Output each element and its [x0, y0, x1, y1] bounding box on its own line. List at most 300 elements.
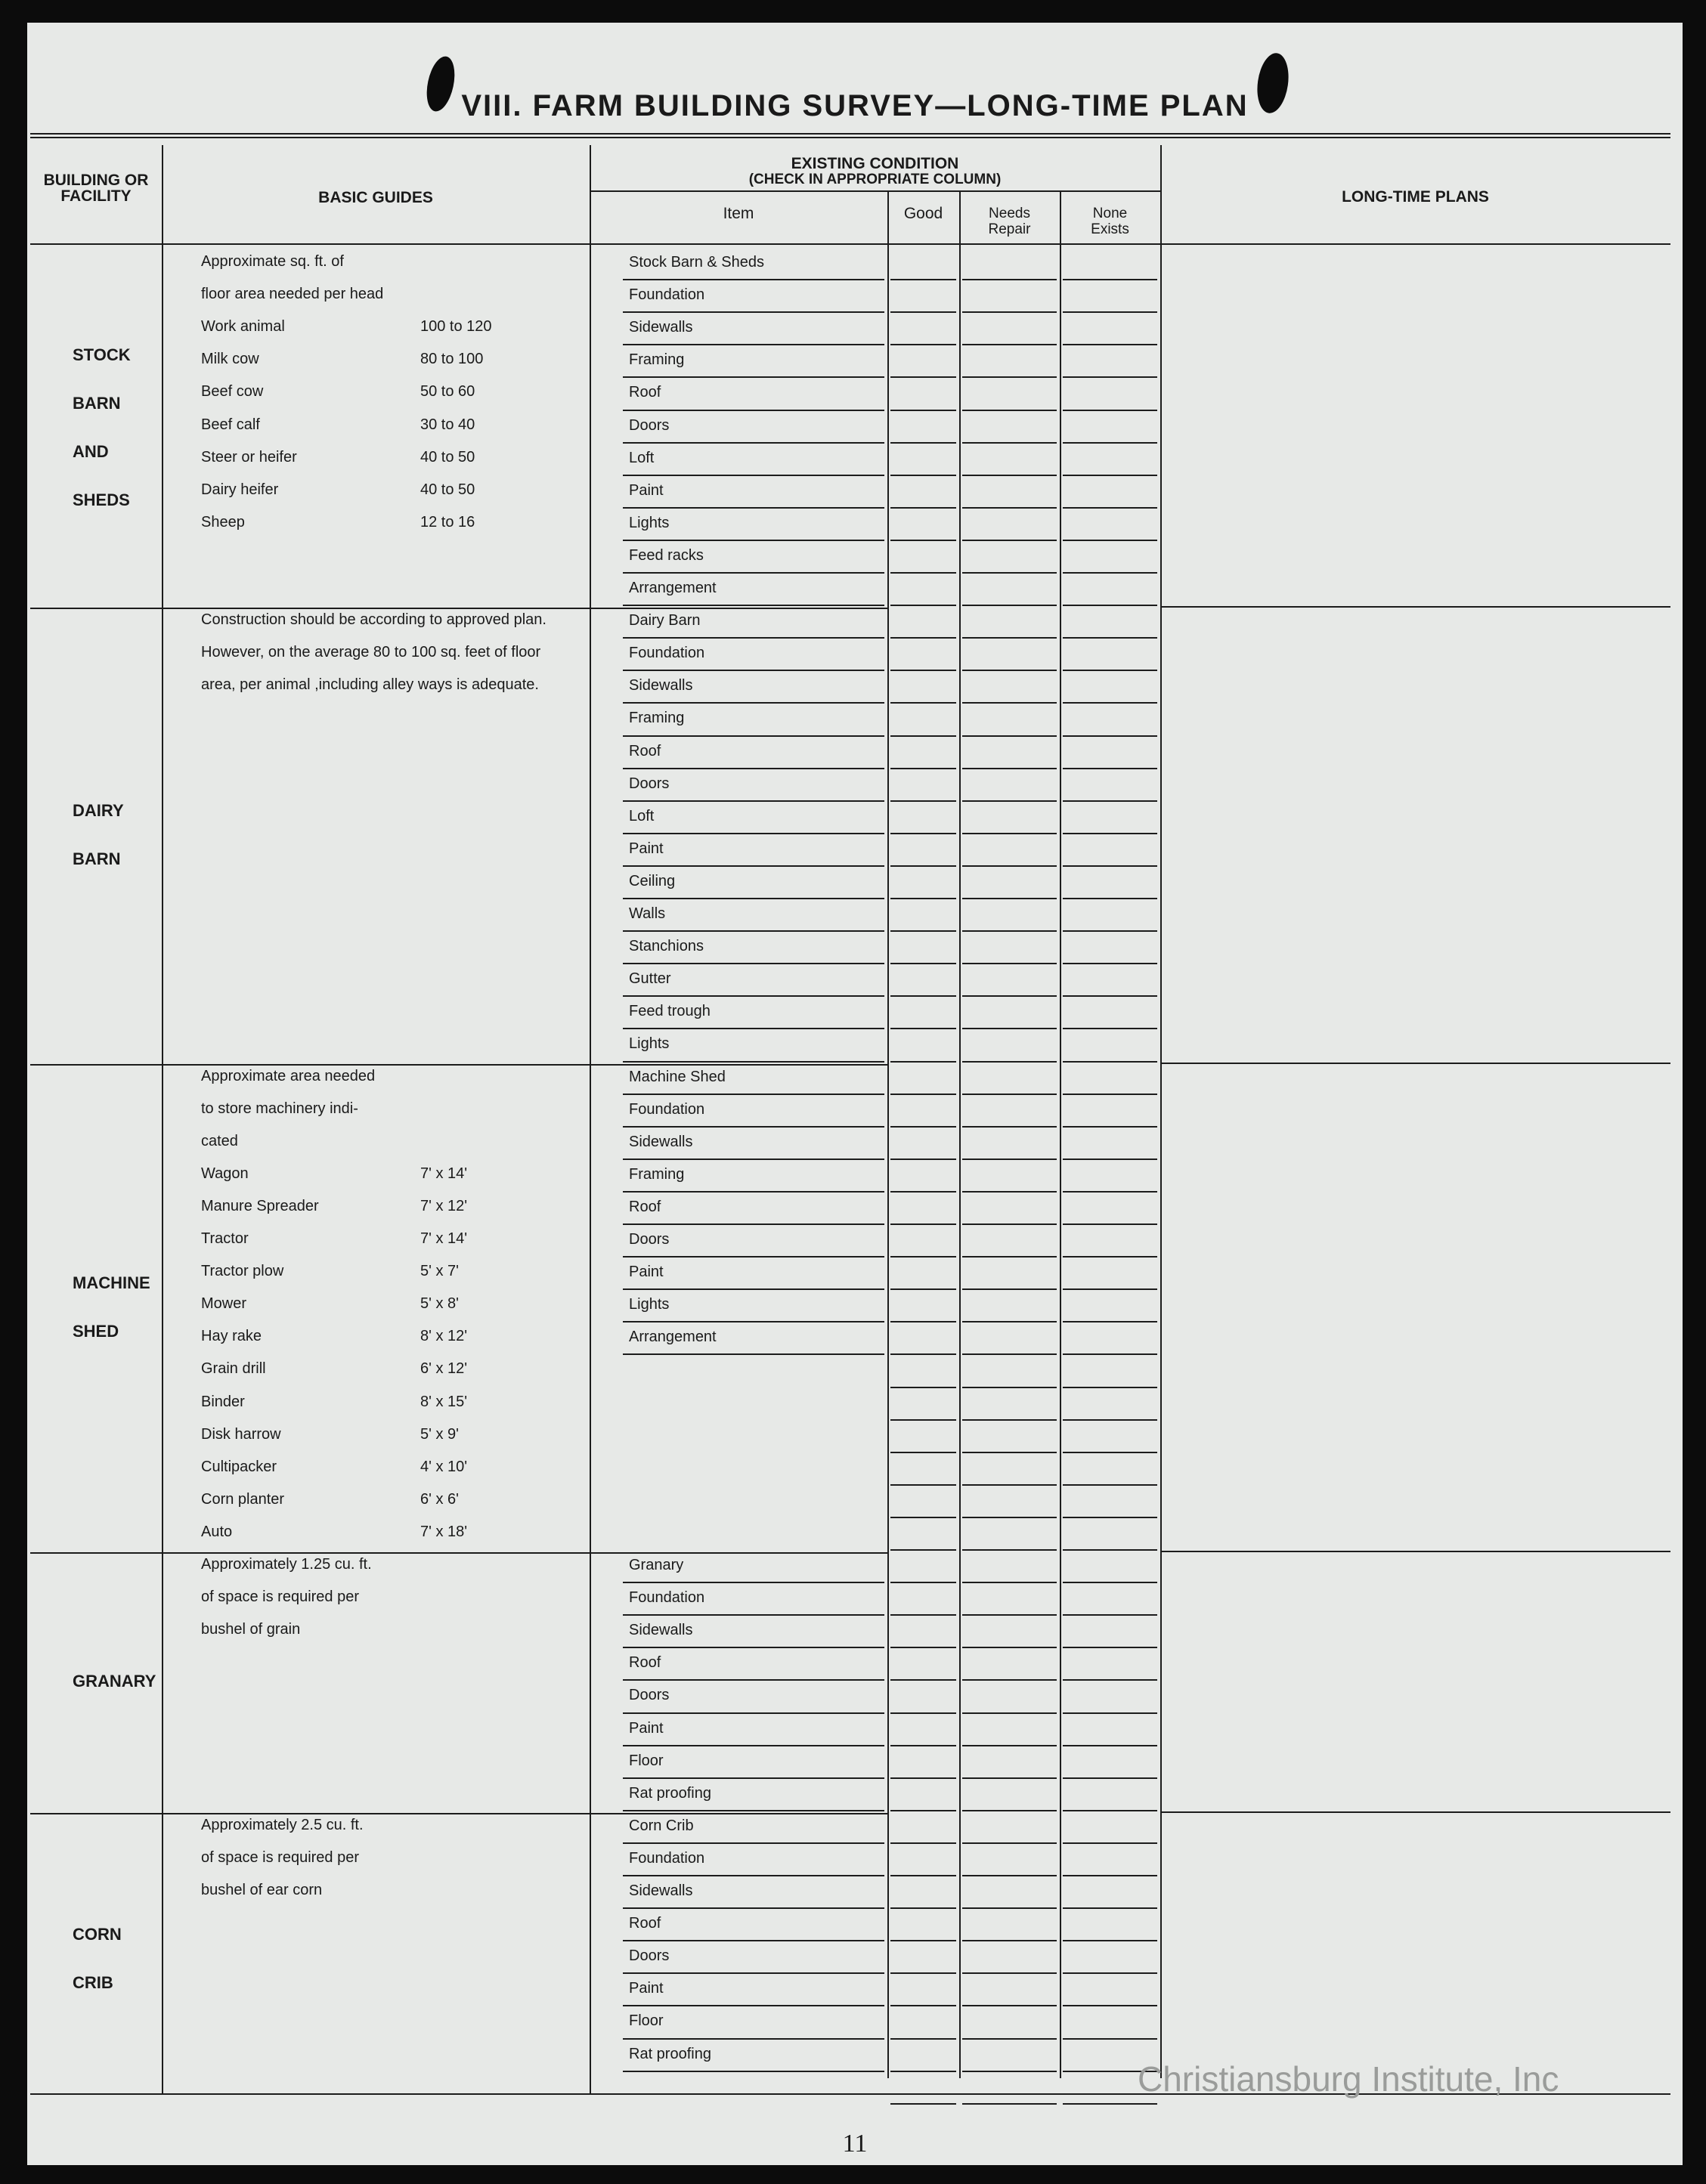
check-cell-none-exists[interactable] — [1063, 1811, 1157, 1844]
item-label: Paint — [629, 1980, 664, 1997]
column-line — [959, 190, 961, 2078]
check-cell-good[interactable] — [890, 1128, 956, 1160]
check-cell-none-exists[interactable] — [1063, 867, 1157, 899]
check-cell-none-exists[interactable] — [1063, 639, 1157, 671]
guide-value: 40 to 50 — [420, 481, 475, 498]
check-cell-needs-repair[interactable] — [962, 1225, 1057, 1258]
item-label: Loft — [629, 449, 655, 466]
guide-text: Approximately 1.25 cu. ft. — [201, 1556, 372, 1573]
check-cell-good[interactable] — [890, 1355, 956, 1387]
check-cell-needs-repair[interactable] — [962, 345, 1057, 378]
item-underline — [623, 1223, 884, 1225]
item-label: Foundation — [629, 645, 705, 662]
guide-text: Grain drill — [201, 1360, 266, 1378]
check-cell-good[interactable] — [890, 671, 956, 704]
item-underline — [623, 1191, 884, 1193]
check-cell-good[interactable] — [890, 1811, 956, 1844]
item-underline — [623, 442, 884, 444]
section-divider-plans — [1160, 1551, 1670, 1552]
item-underline — [623, 865, 884, 867]
check-cell-good[interactable] — [890, 1063, 956, 1095]
check-cell-none-exists[interactable] — [1063, 1160, 1157, 1193]
check-cell-good[interactable] — [890, 2006, 956, 2039]
check-cell-needs-repair[interactable] — [962, 1063, 1057, 1095]
long-time-plans-area[interactable] — [1165, 606, 1666, 1057]
check-cell-needs-repair[interactable] — [962, 867, 1057, 899]
check-cell-needs-repair[interactable] — [962, 1095, 1057, 1128]
check-cell-good[interactable] — [890, 867, 956, 899]
check-cell-good[interactable] — [890, 802, 956, 834]
check-cell-none-exists[interactable] — [1063, 1453, 1157, 1486]
check-cell-none-exists[interactable] — [1063, 1029, 1157, 1062]
column-line — [887, 190, 889, 2078]
guide-text: Approximately 2.5 cu. ft. — [201, 1816, 364, 1833]
guide-text: Construction should be according to approved plan. — [201, 611, 546, 629]
item-underline — [623, 1582, 884, 1583]
item-label: Stanchions — [629, 938, 704, 955]
item-label: Roof — [629, 742, 661, 759]
item-label: Rat proofing — [629, 1784, 711, 1802]
item-label: Arrangement — [629, 1329, 717, 1346]
guide-text: Dairy heifer — [201, 481, 279, 498]
item-label: Paint — [629, 481, 664, 499]
check-cell-none-exists[interactable] — [1063, 1844, 1157, 1876]
check-cell-good[interactable] — [890, 1453, 956, 1486]
check-cell-none-exists[interactable] — [1063, 1225, 1157, 1258]
item-label: Lights — [629, 1296, 670, 1313]
check-cell-good[interactable] — [890, 1551, 956, 1583]
long-time-plans-area[interactable] — [1165, 1811, 1666, 2100]
check-cell-none-exists[interactable] — [1063, 1486, 1157, 1518]
check-cell-needs-repair[interactable] — [962, 574, 1057, 606]
check-cell-good[interactable] — [890, 1844, 956, 1876]
check-cell-none-exists[interactable] — [1063, 1421, 1157, 1453]
guide-text: bushel of ear corn — [201, 1882, 323, 1898]
check-cell-needs-repair[interactable] — [962, 639, 1057, 671]
check-cell-none-exists[interactable] — [1063, 1063, 1157, 1095]
check-cell-none-exists[interactable] — [1063, 834, 1157, 867]
check-cell-needs-repair[interactable] — [962, 1876, 1057, 1909]
item-underline — [623, 1647, 884, 1648]
check-cell-good[interactable] — [890, 1421, 956, 1453]
guide-text: bushel of grain — [201, 1621, 301, 1638]
item-label: Feed trough — [629, 1003, 711, 1020]
item-underline — [623, 1288, 884, 1290]
check-cell-needs-repair[interactable] — [962, 1355, 1057, 1387]
guide-text: area, per animal ,including alley ways is adequate. — [201, 676, 539, 694]
check-cell-needs-repair[interactable] — [962, 2072, 1057, 2105]
guide-value: 7' x 14' — [420, 1165, 468, 1182]
check-cell-good[interactable] — [890, 248, 956, 280]
check-cell-needs-repair[interactable] — [962, 411, 1057, 444]
item-label: Floor — [629, 1752, 664, 1769]
item-underline — [623, 1810, 884, 1811]
item-underline — [623, 1061, 884, 1063]
long-time-plans-area[interactable] — [1165, 248, 1666, 602]
guide-text: Disk harrow — [201, 1425, 281, 1443]
check-cell-none-exists[interactable] — [1063, 932, 1157, 964]
item-underline — [623, 1159, 884, 1160]
check-cell-none-exists[interactable] — [1063, 802, 1157, 834]
check-cell-none-exists[interactable] — [1063, 574, 1157, 606]
check-cell-needs-repair[interactable] — [962, 1714, 1057, 1746]
check-cell-needs-repair[interactable] — [962, 2040, 1057, 2072]
check-cell-none-exists[interactable] — [1063, 1681, 1157, 1713]
check-cell-needs-repair[interactable] — [962, 1193, 1057, 1225]
check-cell-needs-repair[interactable] — [962, 1681, 1057, 1713]
check-cell-needs-repair[interactable] — [962, 1616, 1057, 1648]
check-cell-none-exists[interactable] — [1063, 1518, 1157, 1551]
check-cell-good[interactable] — [890, 2072, 956, 2105]
check-cell-good[interactable] — [890, 1290, 956, 1322]
check-cell-needs-repair[interactable] — [962, 378, 1057, 410]
item-label: Sidewalls — [629, 1133, 693, 1150]
item-underline — [623, 833, 884, 834]
check-cell-none-exists[interactable] — [1063, 280, 1157, 313]
check-cell-needs-repair[interactable] — [962, 1290, 1057, 1322]
check-cell-none-exists[interactable] — [1063, 1355, 1157, 1387]
item-underline — [623, 898, 884, 899]
check-cell-none-exists[interactable] — [1063, 1583, 1157, 1616]
guide-value: 30 to 40 — [420, 416, 475, 433]
check-cell-none-exists[interactable] — [1063, 737, 1157, 769]
item-label: Rat proofing — [629, 2045, 711, 2062]
document-page — [27, 23, 1683, 2165]
check-cell-needs-repair[interactable] — [962, 1518, 1057, 1551]
check-cell-needs-repair[interactable] — [962, 606, 1057, 639]
guide-text: However, on the average 80 to 100 sq. feet of floor — [201, 644, 541, 661]
category-label: BARN — [73, 394, 121, 413]
category-label: GRANARY — [73, 1672, 156, 1691]
check-cell-good[interactable] — [890, 444, 956, 476]
check-cell-good[interactable] — [890, 411, 956, 444]
item-label: Roof — [629, 384, 661, 401]
check-cell-good[interactable] — [890, 1583, 956, 1616]
check-cell-needs-repair[interactable] — [962, 1160, 1057, 1193]
check-cell-good[interactable] — [890, 1876, 956, 1909]
check-cell-needs-repair[interactable] — [962, 2006, 1057, 2039]
item-label: Sidewalls — [629, 1622, 693, 1639]
item-underline — [623, 1940, 884, 1941]
check-cell-good[interactable] — [890, 1714, 956, 1746]
check-cell-good[interactable] — [890, 606, 956, 639]
check-cell-needs-repair[interactable] — [962, 802, 1057, 834]
check-cell-none-exists[interactable] — [1063, 1258, 1157, 1290]
check-cell-none-exists[interactable] — [1063, 509, 1157, 541]
check-cell-good[interactable] — [890, 1258, 956, 1290]
item-underline — [623, 637, 884, 639]
header-bottom-rule — [30, 243, 1670, 245]
item-label: Lights — [629, 514, 670, 531]
check-cell-good[interactable] — [890, 1941, 956, 1974]
check-cell-good[interactable] — [890, 1160, 956, 1193]
check-cell-needs-repair[interactable] — [962, 1029, 1057, 1062]
check-cell-needs-repair[interactable] — [962, 1648, 1057, 1681]
item-underline — [623, 376, 884, 378]
check-cell-needs-repair[interactable] — [962, 1388, 1057, 1421]
check-cell-none-exists[interactable] — [1063, 1779, 1157, 1811]
category-label: SHEDS — [73, 490, 130, 510]
check-cell-needs-repair[interactable] — [962, 1811, 1057, 1844]
item-label: Doors — [629, 775, 670, 792]
check-cell-good[interactable] — [890, 932, 956, 964]
check-cell-none-exists[interactable] — [1063, 1746, 1157, 1779]
item-label: Paint — [629, 1719, 664, 1737]
guide-text: Approximate sq. ft. of — [201, 253, 344, 270]
check-cell-needs-repair[interactable] — [962, 444, 1057, 476]
check-cell-none-exists[interactable] — [1063, 345, 1157, 378]
item-underline — [623, 1353, 884, 1355]
check-cell-needs-repair[interactable] — [962, 932, 1057, 964]
guide-text: of space is required per — [201, 1848, 360, 1866]
category-label: STOCK — [73, 345, 131, 365]
item-underline — [623, 1875, 884, 1876]
item-underline — [623, 1028, 884, 1029]
item-label: Loft — [629, 807, 655, 824]
category-label: CORN — [73, 1924, 122, 1944]
check-cell-good[interactable] — [890, 1974, 956, 2006]
check-cell-needs-repair[interactable] — [962, 671, 1057, 704]
guide-text: Binder — [201, 1393, 245, 1410]
long-time-plans-area[interactable] — [1165, 1551, 1666, 1807]
item-underline — [623, 605, 884, 606]
column-line — [1060, 190, 1061, 2078]
check-cell-needs-repair[interactable] — [962, 737, 1057, 769]
header-guides: BASIC GUIDES — [318, 189, 433, 206]
check-cell-good[interactable] — [890, 313, 956, 345]
check-cell-none-exists[interactable] — [1063, 248, 1157, 280]
check-cell-good[interactable] — [890, 1388, 956, 1421]
check-cell-good[interactable] — [890, 280, 956, 313]
check-cell-good[interactable] — [890, 1518, 956, 1551]
check-cell-none-exists[interactable] — [1063, 671, 1157, 704]
check-cell-needs-repair[interactable] — [962, 834, 1057, 867]
item-underline — [623, 1321, 884, 1322]
check-cell-needs-repair[interactable] — [962, 1322, 1057, 1355]
check-cell-good[interactable] — [890, 1029, 956, 1062]
check-cell-good[interactable] — [890, 476, 956, 509]
item-label: Framing — [629, 351, 685, 369]
check-cell-needs-repair[interactable] — [962, 997, 1057, 1029]
check-cell-needs-repair[interactable] — [962, 704, 1057, 736]
check-cell-good[interactable] — [890, 834, 956, 867]
check-cell-needs-repair[interactable] — [962, 1486, 1057, 1518]
item-underline — [623, 1712, 884, 1714]
header-subrule — [590, 190, 1160, 192]
check-cell-none-exists[interactable] — [1063, 476, 1157, 509]
check-cell-needs-repair[interactable] — [962, 541, 1057, 574]
item-underline — [623, 1126, 884, 1128]
category-label: DAIRY — [73, 800, 124, 820]
check-cell-none-exists[interactable] — [1063, 769, 1157, 802]
cell-underline — [890, 2103, 956, 2105]
item-label: Walls — [629, 905, 666, 922]
guide-text: Beef calf — [201, 416, 260, 433]
item-underline — [623, 963, 884, 964]
category-label: SHED — [73, 1321, 119, 1341]
check-cell-none-exists[interactable] — [1063, 1388, 1157, 1421]
check-cell-good[interactable] — [890, 899, 956, 932]
guide-value: 6' x 12' — [420, 1360, 468, 1378]
item-label: Stock Barn & Sheds — [629, 254, 764, 271]
guide-value: 5' x 8' — [420, 1295, 459, 1313]
check-cell-needs-repair[interactable] — [962, 1844, 1057, 1876]
check-cell-needs-repair[interactable] — [962, 1583, 1057, 1616]
guide-value: 5' x 7' — [420, 1263, 459, 1280]
check-cell-good[interactable] — [890, 997, 956, 1029]
check-cell-good[interactable] — [890, 1225, 956, 1258]
check-cell-none-exists[interactable] — [1063, 1193, 1157, 1225]
guide-value: 7' x 14' — [420, 1230, 468, 1247]
check-cell-good[interactable] — [890, 769, 956, 802]
check-cell-good[interactable] — [890, 1681, 956, 1713]
check-cell-needs-repair[interactable] — [962, 1941, 1057, 1974]
top-rule-inner — [30, 137, 1670, 138]
check-cell-good[interactable] — [890, 1486, 956, 1518]
item-label: Paint — [629, 840, 664, 857]
guide-value: 40 to 50 — [420, 448, 475, 466]
item-underline — [623, 1614, 884, 1616]
item-label: Framing — [629, 1165, 685, 1183]
item-label: Roof — [629, 1654, 661, 1672]
item-label: Foundation — [629, 1589, 705, 1607]
header-item: Item — [723, 205, 754, 222]
check-cell-none-exists[interactable] — [1063, 704, 1157, 736]
item-label: Roof — [629, 1915, 661, 1932]
check-cell-none-exists[interactable] — [1063, 313, 1157, 345]
item-underline — [623, 1907, 884, 1909]
guide-text: cated — [201, 1132, 238, 1149]
header-none-exists: None Exists — [1091, 206, 1129, 237]
check-cell-needs-repair[interactable] — [962, 1746, 1057, 1779]
guide-text: Milk cow — [201, 351, 259, 368]
check-cell-needs-repair[interactable] — [962, 899, 1057, 932]
item-label: Doors — [629, 1947, 670, 1965]
item-underline — [623, 1745, 884, 1746]
section-divider — [30, 608, 887, 609]
cell-underline — [962, 2103, 1057, 2105]
item-label: Machine Shed — [629, 1068, 726, 1085]
item-label: Granary — [629, 1557, 684, 1573]
section-divider-plans — [1160, 1811, 1670, 1813]
check-cell-needs-repair[interactable] — [962, 1128, 1057, 1160]
guide-value: 100 to 120 — [420, 318, 492, 336]
check-cell-none-exists[interactable] — [1063, 964, 1157, 997]
check-cell-none-exists[interactable] — [1063, 378, 1157, 410]
check-cell-needs-repair[interactable] — [962, 1909, 1057, 1941]
check-cell-good[interactable] — [890, 639, 956, 671]
check-cell-needs-repair[interactable] — [962, 964, 1057, 997]
check-cell-none-exists[interactable] — [1063, 1551, 1157, 1583]
check-cell-needs-repair[interactable] — [962, 280, 1057, 313]
check-cell-needs-repair[interactable] — [962, 1453, 1057, 1486]
check-cell-none-exists[interactable] — [1063, 411, 1157, 444]
check-cell-none-exists[interactable] — [1063, 1616, 1157, 1648]
guide-text: Mower — [201, 1295, 247, 1313]
check-cell-needs-repair[interactable] — [962, 1421, 1057, 1453]
check-cell-none-exists[interactable] — [1063, 444, 1157, 476]
item-underline — [623, 311, 884, 313]
guide-text: Tractor — [201, 1230, 249, 1247]
item-label: Paint — [629, 1264, 664, 1281]
check-cell-needs-repair[interactable] — [962, 1779, 1057, 1811]
check-cell-good[interactable] — [890, 1193, 956, 1225]
check-cell-none-exists[interactable] — [1063, 1128, 1157, 1160]
watermark: Christiansburg Institute, Inc — [1138, 2059, 1559, 2099]
column-line — [162, 145, 163, 2093]
check-cell-needs-repair[interactable] — [962, 248, 1057, 280]
guide-value: 12 to 16 — [420, 513, 475, 531]
check-cell-none-exists[interactable] — [1063, 1714, 1157, 1746]
check-cell-good[interactable] — [890, 1909, 956, 1941]
item-underline — [623, 279, 884, 280]
check-cell-good[interactable] — [890, 737, 956, 769]
guide-text: Corn planter — [201, 1490, 285, 1508]
item-underline — [623, 2038, 884, 2040]
check-cell-good[interactable] — [890, 704, 956, 736]
header-existing: EXISTING CONDITION — [791, 155, 959, 172]
guide-value: 80 to 100 — [420, 351, 484, 368]
category-label: CRIB — [73, 1972, 113, 1992]
check-cell-none-exists[interactable] — [1063, 2006, 1157, 2039]
check-cell-good[interactable] — [890, 964, 956, 997]
check-cell-none-exists[interactable] — [1063, 899, 1157, 932]
check-cell-needs-repair[interactable] — [962, 1974, 1057, 2006]
header-needs-repair: Needs Repair — [988, 206, 1031, 237]
long-time-plans-area[interactable] — [1165, 1063, 1666, 1547]
check-cell-none-exists[interactable] — [1063, 1876, 1157, 1909]
check-cell-good[interactable] — [890, 509, 956, 541]
check-cell-none-exists[interactable] — [1063, 1322, 1157, 1355]
check-cell-good[interactable] — [890, 1779, 956, 1811]
check-cell-none-exists[interactable] — [1063, 1909, 1157, 1941]
check-cell-none-exists[interactable] — [1063, 541, 1157, 574]
guide-text: Manure Spreader — [201, 1197, 319, 1214]
check-cell-good[interactable] — [890, 1616, 956, 1648]
check-cell-none-exists[interactable] — [1063, 997, 1157, 1029]
check-cell-needs-repair[interactable] — [962, 313, 1057, 345]
guide-text: Beef cow — [201, 383, 264, 401]
check-cell-none-exists[interactable] — [1063, 606, 1157, 639]
check-cell-good[interactable] — [890, 1648, 956, 1681]
check-cell-good[interactable] — [890, 378, 956, 410]
check-cell-good[interactable] — [890, 1095, 956, 1128]
check-cell-none-exists[interactable] — [1063, 1941, 1157, 1974]
check-cell-needs-repair[interactable] — [962, 509, 1057, 541]
section-divider — [30, 1064, 887, 1066]
guide-text: floor area needed per head — [201, 286, 384, 303]
guide-value: 7' x 12' — [420, 1197, 468, 1214]
check-cell-needs-repair[interactable] — [962, 476, 1057, 509]
check-cell-good[interactable] — [890, 541, 956, 574]
check-cell-needs-repair[interactable] — [962, 1258, 1057, 1290]
check-cell-needs-repair[interactable] — [962, 1551, 1057, 1583]
top-rule — [30, 133, 1670, 135]
category-label: AND — [73, 442, 109, 462]
check-cell-good[interactable] — [890, 1322, 956, 1355]
check-cell-none-exists[interactable] — [1063, 1290, 1157, 1322]
check-cell-needs-repair[interactable] — [962, 769, 1057, 802]
check-cell-good[interactable] — [890, 574, 956, 606]
check-cell-none-exists[interactable] — [1063, 1974, 1157, 2006]
check-cell-good[interactable] — [890, 2040, 956, 2072]
check-cell-good[interactable] — [890, 345, 956, 378]
check-cell-none-exists[interactable] — [1063, 1095, 1157, 1128]
guide-text: Tractor plow — [201, 1263, 284, 1280]
check-cell-none-exists[interactable] — [1063, 1648, 1157, 1681]
section-divider — [30, 1552, 887, 1554]
check-cell-good[interactable] — [890, 1746, 956, 1779]
